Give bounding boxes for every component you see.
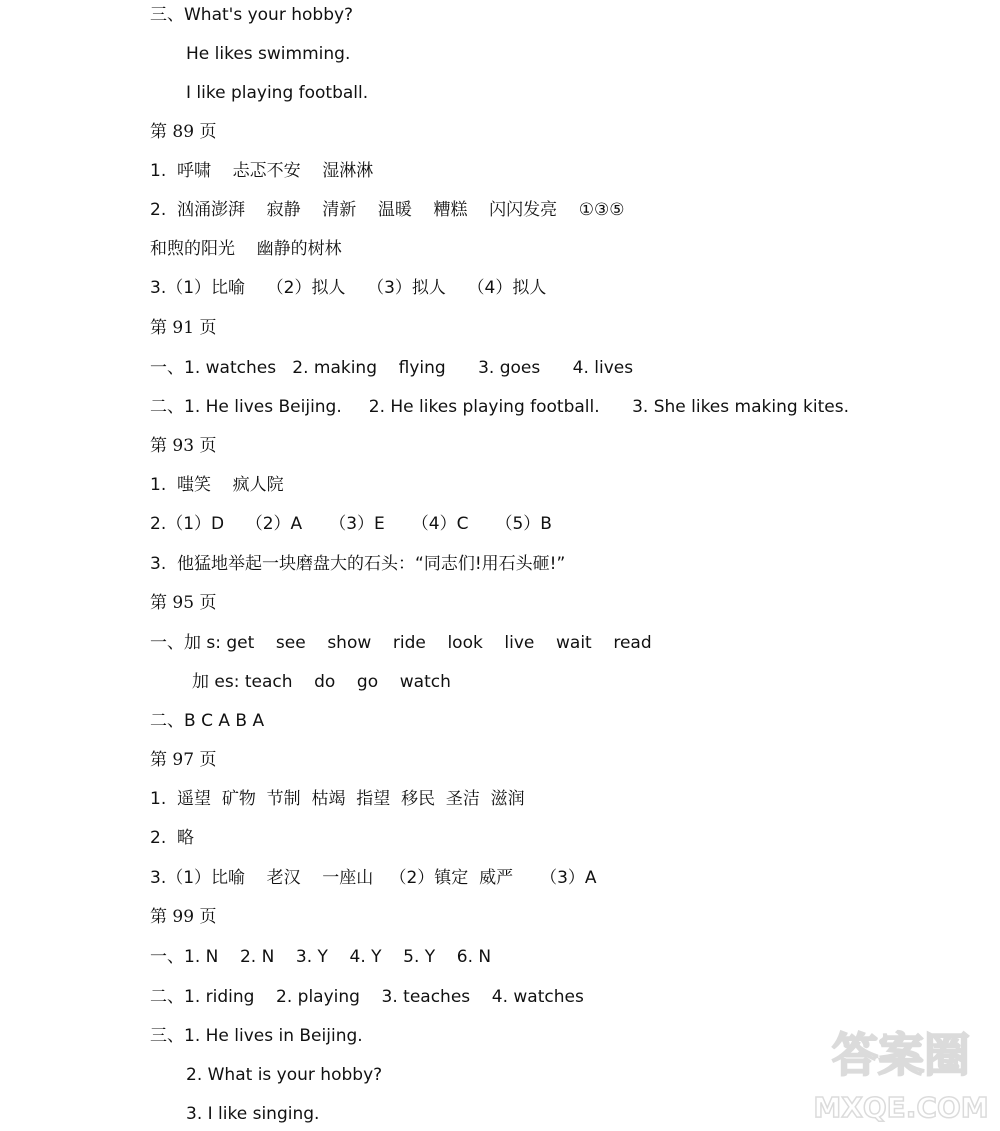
watermark-logo [810, 1009, 992, 1127]
watermark-logo-top-text: 答案圈 [832, 1028, 970, 1082]
answer-i-like-football: I like playing football. [186, 83, 369, 103]
p99-section-3-item-3: 3. I like singing. [186, 1104, 320, 1124]
p95-section-1-add-es: 加 es: teach do go watch [192, 672, 451, 692]
p99-section-1: 一、1. N 2. N 3. Y 4. Y 5. Y 6. N [150, 947, 492, 967]
p95-section-2: 二、B C A B A [150, 711, 265, 731]
p97-item-1: 1. 遥望 矿物 节制 枯竭 指望 移民 圣洁 滋润 [150, 789, 525, 809]
page-heading-99: 第 99 页 [150, 907, 217, 927]
p93-item-3: 3. 他猛地举起一块磨盘大的石头：“同志们!用石头砸!” [150, 554, 566, 574]
p99-section-3-item-2: 2. What is your hobby? [186, 1065, 383, 1085]
p99-section-3-item-1: 三、1. He lives in Beijing. [150, 1026, 363, 1046]
p97-item-3: 3.（1）比喻 老汉 一座山 （2）镇定 威严 （3）A [150, 868, 597, 888]
watermark-logo-bottom-text: MXQE.COM [813, 1091, 989, 1124]
p97-item-2: 2. 略 [150, 828, 195, 848]
p89-item-2: 2. 汹涌澎湃 寂静 清新 温暖 糟糕 闪闪发亮 ①③⑤ [150, 200, 625, 220]
page-heading-95: 第 95 页 [150, 593, 217, 613]
p89-item-2-continued: 和煦的阳光 幽静的树林 [150, 239, 342, 259]
p89-item-1: 1. 呼啸 忐忑不安 湿淋淋 [150, 161, 374, 181]
p95-section-1-add-s: 一、加 s: get see show ride look live wait read [150, 633, 652, 653]
page-heading-93: 第 93 页 [150, 436, 217, 456]
p99-section-2: 二、1. riding 2. playing 3. teaches 4. watches [150, 987, 584, 1007]
p91-section-2: 二、1. He lives Beijing. 2. He likes playing football. 3. She likes making kites. [150, 397, 849, 417]
answer-he-likes-swimming: He likes swimming. [186, 44, 351, 64]
p93-item-2: 2.（1）D （2）A （3）E （4）C （5）B [150, 514, 552, 534]
p93-item-1: 1. 嗤笑 疯人院 [150, 475, 284, 495]
page-heading-97: 第 97 页 [150, 750, 217, 770]
p91-section-1: 一、1. watches 2. making flying 3. goes 4. lives [150, 358, 634, 378]
page-heading-91: 第 91 页 [150, 318, 217, 338]
page-heading-89: 第 89 页 [150, 122, 217, 142]
p89-item-3: 3.（1）比喻 （2）拟人 （3）拟人 （4）拟人 [150, 278, 547, 298]
section-3-hobby-question: 三、What's your hobby? [150, 5, 354, 25]
